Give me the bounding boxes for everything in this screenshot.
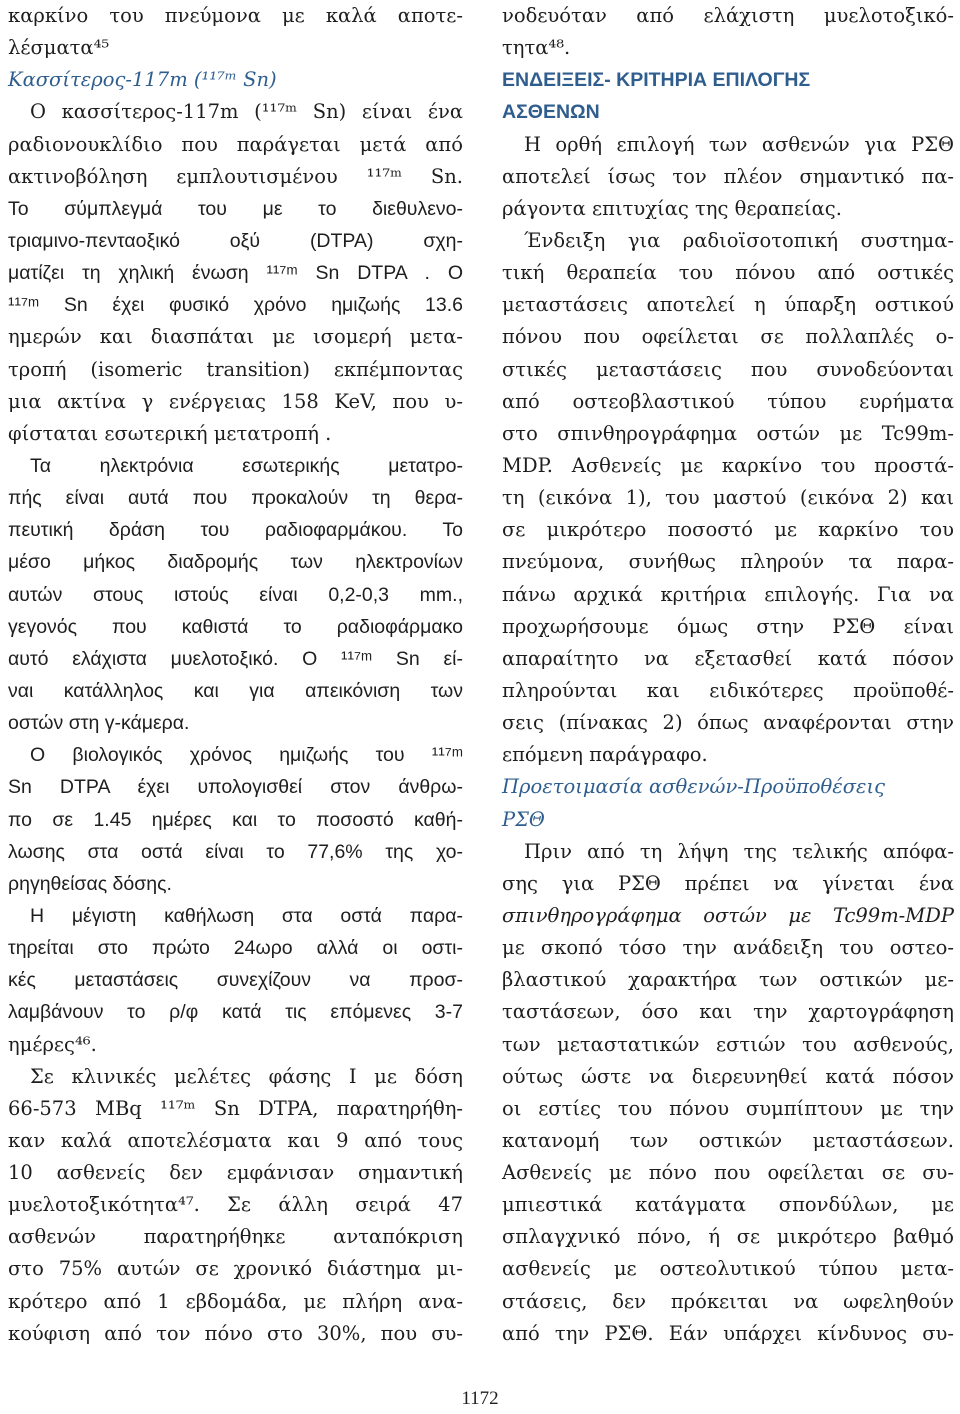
text-line: των μεταστατικών εστιών του ασθενούς, bbox=[502, 1032, 954, 1056]
text-line: σε μικρότερο ποσοστό με καρκίνο του bbox=[502, 518, 954, 542]
text-line: τριαμινο-πενταοξικό οξύ (DTPA) σχη- bbox=[8, 229, 463, 252]
text-line: λωσης στα οστά είναι το 77,6% της χο- bbox=[8, 840, 463, 863]
text-line: ασθενείς με οστεολυτικού τύπου μετα- bbox=[502, 1257, 954, 1281]
text-line: μυελοτοξικότητα⁴⁷. Σε άλλη σειρά 47 bbox=[8, 1193, 463, 1217]
text-line: καν καλά αποτελέσματα και 9 από τους bbox=[8, 1128, 463, 1152]
text-line: μπιεστικά κατάγματα σπονδύλων, με bbox=[502, 1193, 954, 1217]
text-line: με σκοπό τόσο την ανάδειξη του οστεο- bbox=[502, 936, 954, 960]
text-line: Σε κλινικές μελέτες φάσης Ι με δόση bbox=[30, 1064, 463, 1088]
text-line: ναι κατάλληλος και για απεικόνιση των bbox=[8, 679, 463, 702]
text-line: απαραίτητο να εξετασθεί κατά πόσον bbox=[502, 646, 954, 670]
text-line: προχωρήσουμε όμως στην ΡΣΘ είναι bbox=[502, 614, 954, 638]
text-line: ημέρες⁴⁶. bbox=[8, 1032, 97, 1056]
text-line: πής είναι αυτά που προκαλούν τη θερα- bbox=[8, 487, 463, 510]
text-line: επόμενη παράγραφο. bbox=[502, 743, 708, 767]
text-line: μέσο μήκος διαδρομής των ηλεκτρονίων bbox=[8, 551, 463, 574]
text-line: κρότερο από 1 εβδομάδα, με πλήρη ανα- bbox=[8, 1289, 463, 1313]
text-line: τροπή (isomeric transition) εκπέμποντας bbox=[8, 357, 463, 381]
right-column bbox=[502, 0, 954, 1350]
text-line: ταστάσεων, όσο και την χαρτογράφηση bbox=[502, 1000, 954, 1024]
text-line: Ασθενείς με πόνο που οφείλεται σε συ- bbox=[502, 1161, 954, 1185]
text-line: Ο βιολογικός χρόνος ημιζωής του ¹¹⁷ᵐ bbox=[30, 744, 463, 767]
text-line: ούτως ώστε να διερευνηθεί κατά πόσον bbox=[502, 1064, 954, 1088]
text-line: Πριν από τη λήψη της τελικής απόφα- bbox=[524, 839, 954, 863]
text-line: μεταστάσεις αποτελεί η ύπαρξη οστικού bbox=[502, 293, 954, 317]
text-line: στάσεις, δεν πρόκειται να ωφεληθούν bbox=[502, 1289, 954, 1313]
text-line: Ένδειξη για ραδιοϊσοτοπική συστημα- bbox=[524, 228, 954, 252]
text-line: Τα ηλεκτρόνια εσωτερικής μετατρο- bbox=[30, 454, 463, 477]
text-line: φίσταται εσωτερική μετατροπή . bbox=[8, 421, 332, 445]
section-heading: Κασσίτερος-117m (¹¹⁷ᵐ Sn) bbox=[8, 68, 277, 92]
text-line: Ο κασσίτερος-117m (¹¹⁷ᵐ Sn) είναι ένα bbox=[30, 100, 463, 124]
text-line: αποτελεί ίσως τον πλέον σημαντικό πα- bbox=[502, 164, 954, 188]
text-line: πευτική δράση του ραδιοφαρμάκου. Το bbox=[8, 519, 463, 542]
text-line: τη (εικόνα 1), του μαστού (εικόνα 2) και bbox=[502, 486, 954, 510]
text-line: Sn DTPA έχει υπολογισθεί στον άνθρω- bbox=[8, 776, 463, 799]
text-line: στο σπινθηρογράφημα οστών με Tc99m- bbox=[502, 421, 954, 445]
text-line: ακτινοβόληση εμπλουτισμένου ¹¹⁷ᵐ Sn. bbox=[8, 164, 463, 188]
text-line: σπινθηρογράφημα οστών με Tc99m-MDP bbox=[502, 903, 954, 927]
section-heading: ΕΝΔΕΙΞΕΙΣ- ΚΡΙΤΗΡΙΑ ΕΠΙΛΟΓΗΣ bbox=[502, 69, 811, 92]
text-line: από οστεοβλαστικού τύπου ευρήματα bbox=[502, 389, 954, 413]
left-column bbox=[8, 0, 463, 1350]
text-line: πνεύμονα, συνήθως πληρούν τα παρα- bbox=[502, 550, 954, 574]
text-line: ασθενών παρατηρήθηκε ανταπόκριση bbox=[8, 1225, 463, 1249]
text-line: λαμβάνουν το ρ/φ κατά τις επόμενες 3-7 bbox=[8, 1001, 463, 1024]
text-line: ρηγηθείσας δόσης. bbox=[8, 872, 172, 895]
text-line: από την ΡΣΘ. Εάν υπάρχει κίνδυνος συ- bbox=[502, 1321, 954, 1345]
text-line: οστών στη γ-κάμερα. bbox=[8, 712, 190, 735]
text-line: ημερών και διασπάται με ισομερή μετα- bbox=[8, 325, 463, 349]
text-line: πληρούνται και ειδικότερες προϋποθέ- bbox=[502, 678, 954, 702]
text-line: τητα⁴⁸. bbox=[502, 36, 571, 60]
page-number: 1172 bbox=[461, 1388, 499, 1409]
text-line: αυτών στους ιστούς είναι 0,2-0,3 mm., bbox=[8, 583, 463, 606]
text-line: μια ακτίνα γ ενέργειας 158 KeV, που υ- bbox=[8, 389, 463, 413]
text-line: βλαστικού χαρακτήρα των οστικών με- bbox=[502, 968, 954, 992]
text-line: ραδιονουκλίδιο που παράγεται μετά από bbox=[8, 132, 463, 156]
text-line: τηρείται στο πρώτο 24ωρο αλλά οι οστι- bbox=[8, 937, 463, 960]
text-line: πάνω αρχικά κριτήρια επιλογής. Για να bbox=[502, 582, 954, 606]
text-line: πο σε 1.45 ημέρες και το ποσοστό καθή- bbox=[8, 808, 463, 831]
text-line: καρκίνο του πνεύμονα με καλά αποτε- bbox=[8, 4, 463, 27]
text-line: 66-573 MBq ¹¹⁷ᵐ Sn DTPA, παρατηρήθη- bbox=[8, 1096, 463, 1120]
text-line: 10 ασθενείς δεν εμφάνισαν σημαντική bbox=[8, 1161, 463, 1185]
text-line: πόνου που οφείλεται σε πολλαπλές ο- bbox=[502, 325, 954, 349]
text-line: Το σύμπλεγμά του με το διεθυλενο- bbox=[8, 197, 463, 220]
text-line: αυτό ελάχιστα μυελοτοξικό. Ο ¹¹⁷ᵐ Sn εί- bbox=[8, 647, 463, 670]
text-line: κούφιση από τον πόνο στο 30%, που συ- bbox=[8, 1321, 463, 1345]
section-heading: ΡΣΘ bbox=[502, 807, 545, 831]
text-line: λέσματα⁴⁵ bbox=[8, 36, 110, 60]
text-line: ράγοντα επιτυχίας της θεραπείας. bbox=[502, 196, 842, 220]
text-line: κατανομή των οστικών μεταστάσεων. bbox=[502, 1128, 954, 1152]
text-line: MDP. Ασθενείς με καρκίνο του προστά- bbox=[502, 453, 954, 477]
text-line: κές μεταστάσεις συνεχίζουν να προσ- bbox=[8, 969, 463, 992]
text-line: ¹¹⁷ᵐ Sn έχει φυσικό χρόνο ημιζωής 13.6 bbox=[8, 294, 463, 317]
text-line: Η μέγιστη καθήλωση στα οστά παρα- bbox=[30, 904, 463, 927]
text-line: οι εστίες του πόνου συμπίπτουν με την bbox=[502, 1096, 954, 1120]
text-line: σης για ΡΣΘ πρέπει να γίνεται ένα bbox=[502, 871, 954, 895]
text-line: νοδευόταν από ελάχιστη μυελοτοξικό- bbox=[502, 4, 954, 27]
section-heading: ΑΣΘΕΝΩΝ bbox=[502, 101, 600, 124]
section-heading: Προετοιμασία ασθενών-Προϋποθέσεις bbox=[502, 775, 886, 799]
text-line: σπλαγχνικό πόνο, ή σε μικρότερο βαθμό bbox=[502, 1225, 954, 1249]
text-line: στο 75% αυτών σε χρονικό διάστημα μι- bbox=[8, 1257, 463, 1281]
text-line: Η ορθή επιλογή των ασθενών για ΡΣΘ bbox=[524, 132, 954, 156]
text-line: σεις (πίνακας 2) όπως αναφέρονται στην bbox=[502, 711, 954, 735]
text-line: γεγονός που καθιστά το ραδιοφάρμακο bbox=[8, 615, 463, 638]
text-line: τική θεραπεία του πόνου από οστικές bbox=[502, 261, 954, 285]
text-line: στικές μεταστάσεις που συνοδεύονται bbox=[502, 357, 954, 381]
text-line: ματίζει τη χηλική ένωση ¹¹⁷ᵐ Sn DTPA . Ο bbox=[8, 262, 463, 285]
